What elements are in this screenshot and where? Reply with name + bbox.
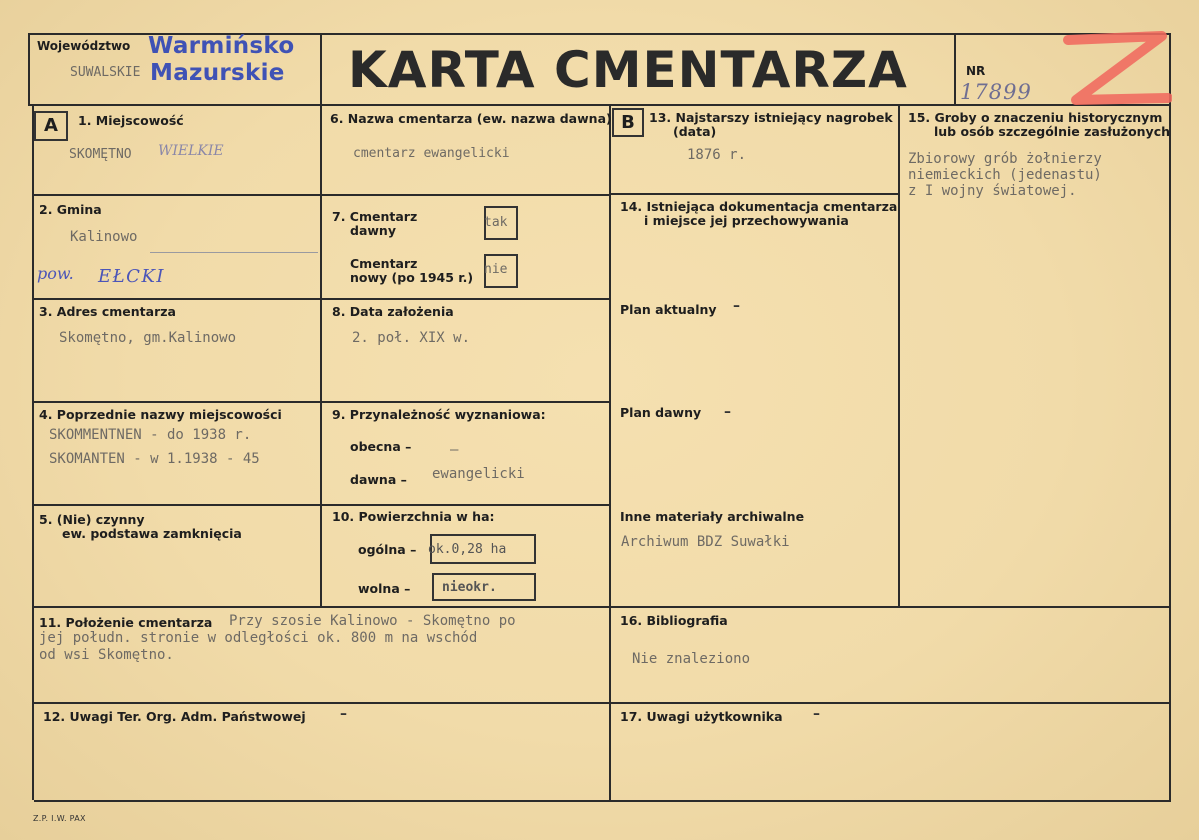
region-stamp-line1: Warmińsko <box>148 33 295 59</box>
field-7-label-dawny-2: dawny <box>350 223 396 238</box>
divider <box>898 104 900 608</box>
field-4-label: 4. Poprzednie nazwy miejscowości <box>39 407 282 422</box>
nr-label: NR <box>966 64 986 78</box>
divider <box>150 252 318 253</box>
section-a-badge <box>34 111 68 141</box>
divider <box>954 33 956 106</box>
field-16-value: Nie znaleziono <box>632 651 751 667</box>
field-7-label-dawny-1: 7. Cmentarz <box>332 209 418 224</box>
field-14-plan-aktualny-value: – <box>733 298 740 314</box>
field-2-powiat-handwritten: EŁCKI <box>98 266 166 287</box>
field-14-inne-label: Inne materiały archiwalne <box>620 509 805 524</box>
field-10-label: 10. Powierzchnia w ha: <box>332 509 495 524</box>
field-1-value: SKOMĘTNO <box>69 147 132 162</box>
field-7-label-nowy-2: nowy (po 1945 r.) <box>350 270 474 285</box>
field-11-label: 11. Położenie cmentarza <box>39 615 213 630</box>
field-10-ogolna-value: ok.0,28 ha <box>428 542 507 557</box>
field-9-obecna-label: obecna – <box>350 439 412 454</box>
category-marker-z <box>1062 30 1172 108</box>
field-2-label: 2. Gmina <box>39 202 102 217</box>
divider <box>1169 33 1171 802</box>
divider <box>34 800 1171 802</box>
field-8-label: 8. Data założenia <box>332 304 454 319</box>
field-3-value: Skomętno, gm.Kalinowo <box>59 330 237 346</box>
field-12-label: 12. Uwagi Ter. Org. Adm. Państwowej <box>43 709 306 724</box>
section-b-letter: B <box>621 111 635 133</box>
field-5-label-line2: ew. podstawa zamknięcia <box>62 526 242 541</box>
field-15-value-line2: niemieckich (jedenastu) <box>908 167 1102 183</box>
divider <box>34 606 1171 608</box>
field-10-ogolna-label: ogólna – <box>358 542 417 557</box>
field-15-label-line2: lub osób szczególnie zasłużonych <box>934 124 1171 139</box>
field-9-dawna-label: dawna – <box>350 472 407 487</box>
field-9-obecna-value: – <box>450 442 459 458</box>
field-11-value-line2: jej połudn. stronie w odległości ok. 800 m na wschód <box>39 630 478 646</box>
divider <box>611 193 898 195</box>
field-4-value-line1: SKOMMENTNEN - do 1938 r. <box>49 427 252 443</box>
section-b-badge <box>612 108 644 137</box>
field-7-dawny-value: tak <box>484 215 508 230</box>
field-13-label-line1: 13. Najstarszy istniejący nagrobek <box>649 110 893 125</box>
field-14-label-line1: 14. Istniejąca dokumentacja cmentarza <box>620 199 898 214</box>
field-7-label-nowy-1: Cmentarz <box>350 256 418 271</box>
field-4-value-line2: SKOMANTEN - w 1.1938 - 45 <box>49 451 260 467</box>
field-6-value: cmentarz ewangelicki <box>353 146 510 161</box>
divider <box>32 104 34 800</box>
field-7-nowy-value: nie <box>484 262 508 277</box>
field-14-inne-value: Archiwum BDZ Suwałki <box>621 534 790 550</box>
field-6-label: 6. Nazwa cmentarza (ew. nazwa dawna) <box>330 111 612 126</box>
field-13-value: 1876 r. <box>687 147 747 163</box>
divider <box>34 702 1171 704</box>
divider <box>28 104 1171 106</box>
wojewodztwo-typed-value: SUWALSKIE <box>70 65 141 80</box>
field-1-label: 1. Miejscowość <box>78 113 184 128</box>
field-17-value: – <box>813 706 820 722</box>
field-11-value-line3: od wsi Skomętno. <box>39 647 174 663</box>
field-14-plan-dawny-label: Plan dawny <box>620 405 702 420</box>
field-10-wolna-value: nieokr. <box>442 580 497 595</box>
field-1-handwritten: WIELKIE <box>158 143 224 159</box>
field-14-plan-dawny-value: – <box>724 404 731 420</box>
field-11-value-line1: Przy szosie Kalinowo - Skomętno po <box>229 613 516 629</box>
field-15-value-line1: Zbiorowy grób żołnierzy <box>908 151 1102 167</box>
section-a-letter: A <box>44 115 58 136</box>
printer-imprint: Z.P. I.W. PAX <box>33 814 86 823</box>
field-9-dawna-value: ewangelicki <box>432 466 525 482</box>
field-17-label: 17. Uwagi użytkownika <box>620 709 783 724</box>
wojewodztwo-label: Województwo <box>37 39 131 53</box>
field-14-label-line2: i miejsce jej przechowywania <box>644 213 849 228</box>
divider <box>320 33 322 608</box>
field-3-label: 3. Adres cmentarza <box>39 304 176 319</box>
divider <box>28 33 30 106</box>
field-2-value: Kalinowo <box>70 229 138 245</box>
field-9-label: 9. Przynależność wyznaniowa: <box>332 407 546 422</box>
field-8-value: 2. poł. XIX w. <box>352 330 471 346</box>
field-5-label-line1: 5. (Nie) czynny <box>39 512 145 527</box>
region-stamp-line2: Mazurskie <box>150 60 285 86</box>
field-16-label: 16. Bibliografia <box>620 613 728 628</box>
field-10-wolna-label: wolna – <box>358 581 411 596</box>
field-14-plan-aktualny-label: Plan aktualny <box>620 302 717 317</box>
page-title: KARTA CMENTARZA <box>348 41 908 99</box>
divider <box>609 104 611 800</box>
field-15-label-line1: 15. Groby o znaczeniu historycznym <box>908 110 1163 125</box>
field-2-pow-handwritten: pow. <box>37 264 74 283</box>
field-12-value: – <box>340 706 347 722</box>
field-15-value-line3: z I wojny światowej. <box>908 183 1077 199</box>
nr-handwritten-value: 17899 <box>960 80 1032 104</box>
field-13-label-line2: (data) <box>673 124 717 139</box>
